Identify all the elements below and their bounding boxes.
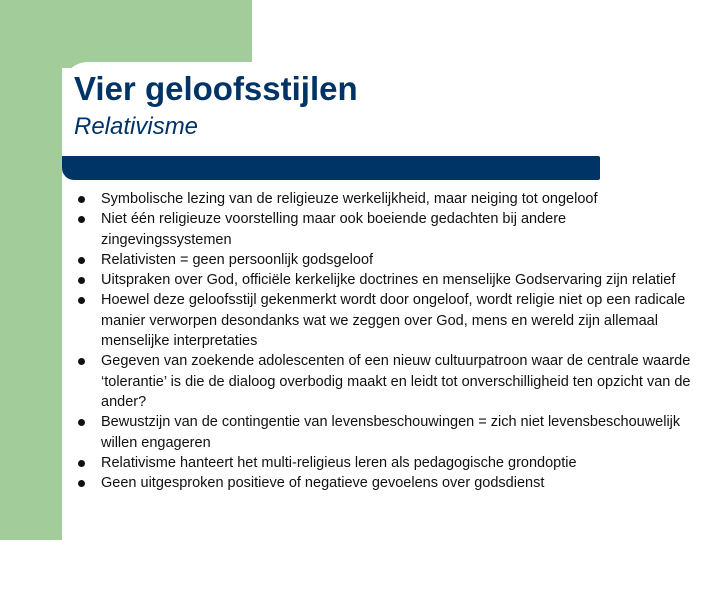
bullet-icon <box>78 257 85 264</box>
bullet-icon <box>78 216 85 223</box>
bullet-text: Geen uitgesproken positieve of negatieve gevoelens over godsdienst <box>101 475 545 492</box>
bullet-icon <box>78 480 85 487</box>
bullet-text: Uitspraken over God, officiële kerkelijke doctrines en menselijke Godservaring zijn relatief <box>101 272 676 289</box>
title-divider-bar <box>62 156 600 180</box>
bullet-item <box>78 351 698 412</box>
bullet-text: Niet één religieuze voorstelling maar ook boeiende gedachten bij andere zingevingssystemen <box>101 211 567 248</box>
bullet-item <box>78 270 698 290</box>
bullet-text: Relativisme hanteert het multi-religieus leren als pedagogische grondoptie <box>101 454 577 471</box>
bullet-item <box>78 412 698 453</box>
bullet-icon <box>78 297 85 304</box>
bullet-text: Bewustzijn van de contingentie van levensbeschouwingen = zich niet levensbeschouwelijk willen engageren <box>101 414 681 451</box>
bullet-text: Hoewel deze geloofsstijl gekenmerkt wordt door ongeloof, wordt religie niet op een radicale manier verworpen desondanks wat we zeggen over God, mens en wereld zijn allemaal menselijke interpretaties <box>101 292 686 350</box>
bullet-item <box>78 453 698 473</box>
bullet-icon <box>78 419 85 426</box>
bullet-icon <box>78 277 85 284</box>
bullet-icon <box>78 460 85 467</box>
bullet-text: Symbolische lezing van de religieuze werkelijkheid, maar neiging tot ongeloof <box>101 191 598 207</box>
bullet-icon <box>78 196 85 203</box>
slide-subtitle: Relativisme <box>74 113 199 140</box>
bullet-item <box>78 290 698 351</box>
bullet-item <box>78 473 698 493</box>
bullet-item <box>78 209 698 250</box>
bullet-item <box>78 189 698 209</box>
bullet-icon <box>78 358 85 365</box>
bullet-item <box>78 250 698 270</box>
slide-title: Vier geloofsstijlen <box>74 70 358 107</box>
decorative-green-sidebar <box>0 0 62 540</box>
bullet-text: Gegeven van zoekende adolescenten of een nieuw cultuurpatroon waar de centrale waarde ‘tolerantie’ is die de dialoog overbodig maakt en leidt tot onverschilligheid ten opzicht van de ander? <box>101 353 691 410</box>
bullet-text: Relativisten = geen persoonlijk godsgeloof <box>101 251 374 268</box>
bullet-list <box>78 189 698 493</box>
